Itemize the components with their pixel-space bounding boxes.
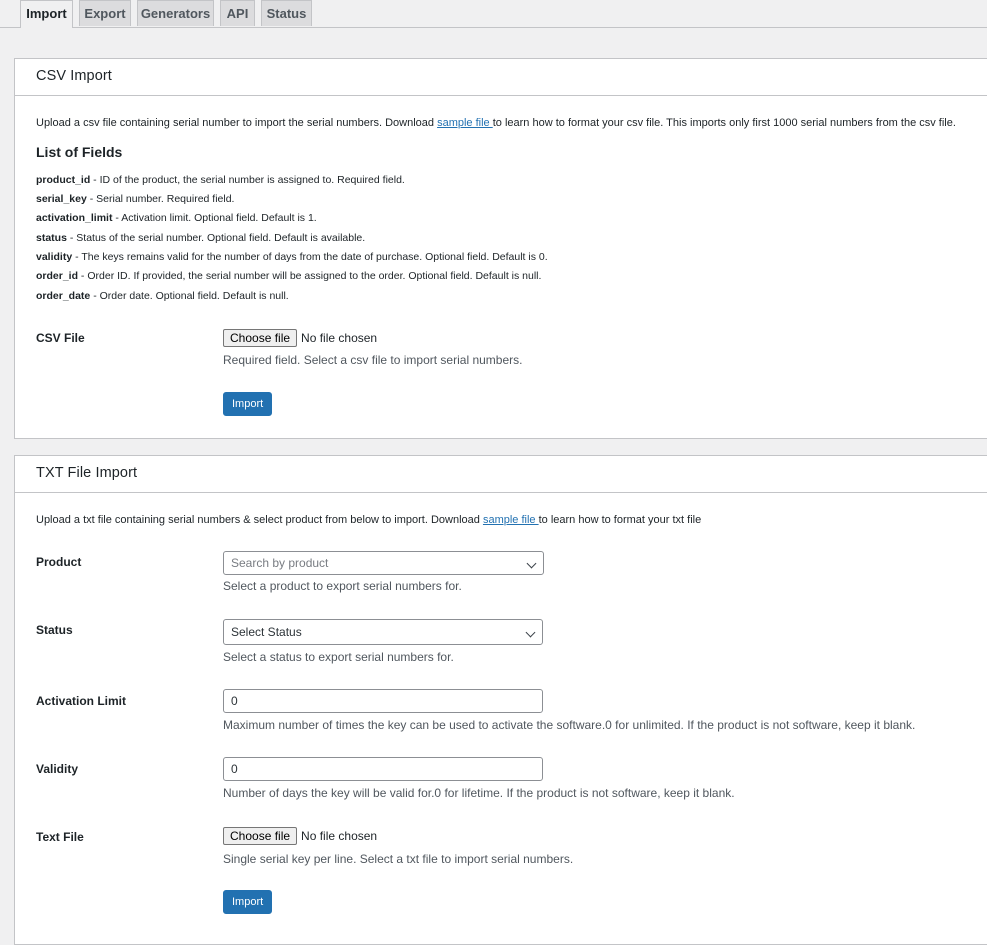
csv-file-label: CSV File: [36, 331, 85, 345]
txt-intro-text: Upload a txt file containing serial numbers & select product from below to import. Download: [36, 514, 483, 526]
field-name: validity: [36, 251, 73, 263]
field-desc: - Status of the serial number. Optional field. Default is available.: [66, 232, 366, 244]
csv-import-card: [14, 58, 987, 439]
csv-import-title: CSV Import: [36, 68, 112, 84]
tab-api[interactable]: API: [220, 0, 255, 26]
txt-no-file-text: No file chosen: [301, 829, 378, 843]
csv-import-header: [15, 59, 987, 96]
field-serial-key: [36, 193, 234, 205]
tab-import[interactable]: Import: [20, 0, 73, 28]
csv-no-file-text: No file chosen: [301, 331, 378, 345]
product-search-select[interactable]: [223, 551, 544, 575]
field-name: status: [36, 232, 67, 244]
field-status: [36, 232, 365, 244]
nav-tabs: [0, 0, 987, 28]
field-name: order_date: [36, 290, 91, 302]
csv-file-description: Required field. Select a csv file to import serial numbers.: [223, 353, 523, 367]
product-label: Product: [36, 555, 82, 569]
status-selected-value: Select Status: [231, 625, 302, 639]
txt-import-header: [15, 456, 987, 493]
field-product-id: [36, 174, 405, 186]
field-desc: - Order ID. If provided, the serial number will be assigned to the order. Optional field. Default is null.: [78, 270, 542, 282]
validity-description: Number of days the key will be valid for.0 for lifetime. If the product is not software, keep it blank.: [223, 786, 735, 800]
csv-intro-text-after: to learn how to format your csv file. This imports only first 1000 serial numbers from the csv file.: [492, 117, 956, 129]
field-order-date: [36, 290, 289, 302]
status-description: Select a status to export serial numbers for.: [223, 650, 454, 664]
tab-generators[interactable]: Generators: [137, 0, 214, 26]
field-desc: - Serial number. Required field.: [86, 193, 235, 205]
txt-file-input[interactable]: [223, 827, 377, 845]
status-label: Status: [36, 623, 73, 637]
field-desc: - Activation limit. Optional field. Default is 1.: [112, 212, 317, 224]
csv-intro-text: Upload a csv file containing serial number to import the serial numbers. Download: [36, 117, 438, 129]
csv-file-input[interactable]: [223, 329, 377, 347]
field-name: product_id: [36, 174, 91, 186]
txt-intro-text-after: to learn how to format your txt file: [538, 514, 702, 526]
field-name: serial_key: [36, 193, 87, 205]
field-name: activation_limit: [36, 212, 113, 224]
txt-file-description: Single serial key per line. Select a txt file to import serial numbers.: [223, 852, 574, 866]
chevron-down-icon: [526, 628, 536, 638]
activation-limit-label: Activation Limit: [36, 694, 127, 708]
field-validity: [36, 251, 548, 263]
txt-import-title: TXT File Import: [36, 465, 138, 481]
validity-input[interactable]: 0: [223, 757, 543, 781]
field-name: order_id: [36, 270, 79, 282]
tab-status[interactable]: Status: [261, 0, 312, 26]
txt-import-card: [14, 455, 987, 945]
txt-import-button[interactable]: Import: [223, 890, 272, 914]
csv-import-button[interactable]: Import: [223, 392, 272, 416]
csv-sample-file-link[interactable]: sample file: [437, 117, 493, 129]
product-placeholder: Search by product: [231, 556, 329, 570]
validity-label: Validity: [36, 762, 79, 776]
text-file-label: Text File: [36, 830, 84, 844]
field-desc: - ID of the product, the serial number is assigned to. Required field.: [90, 174, 405, 186]
txt-sample-file-link[interactable]: sample file: [482, 514, 539, 526]
product-description: Select a product to export serial numbers for.: [223, 579, 462, 593]
field-activation-limit: [36, 212, 317, 224]
txt-intro: [36, 514, 701, 526]
activation-limit-description: Maximum number of times the key can be used to activate the software.0 for unlimited. If the product is not software, keep it blank.: [223, 718, 916, 732]
activation-limit-input[interactable]: 0: [223, 689, 543, 713]
chevron-down-icon: [527, 559, 537, 569]
field-desc: - Order date. Optional field. Default is null.: [90, 290, 289, 302]
csv-intro: [36, 117, 956, 129]
field-order-id: [36, 270, 541, 282]
csv-choose-file-button[interactable]: Choose file: [223, 329, 297, 347]
txt-choose-file-button[interactable]: Choose file: [223, 827, 297, 845]
status-select[interactable]: [223, 619, 543, 645]
fields-title: List of Fields: [36, 144, 123, 160]
field-desc: - The keys remains valid for the number of days from the date of purchase. Optional field. Default is 0.: [72, 251, 548, 263]
tab-export[interactable]: Export: [79, 0, 131, 26]
